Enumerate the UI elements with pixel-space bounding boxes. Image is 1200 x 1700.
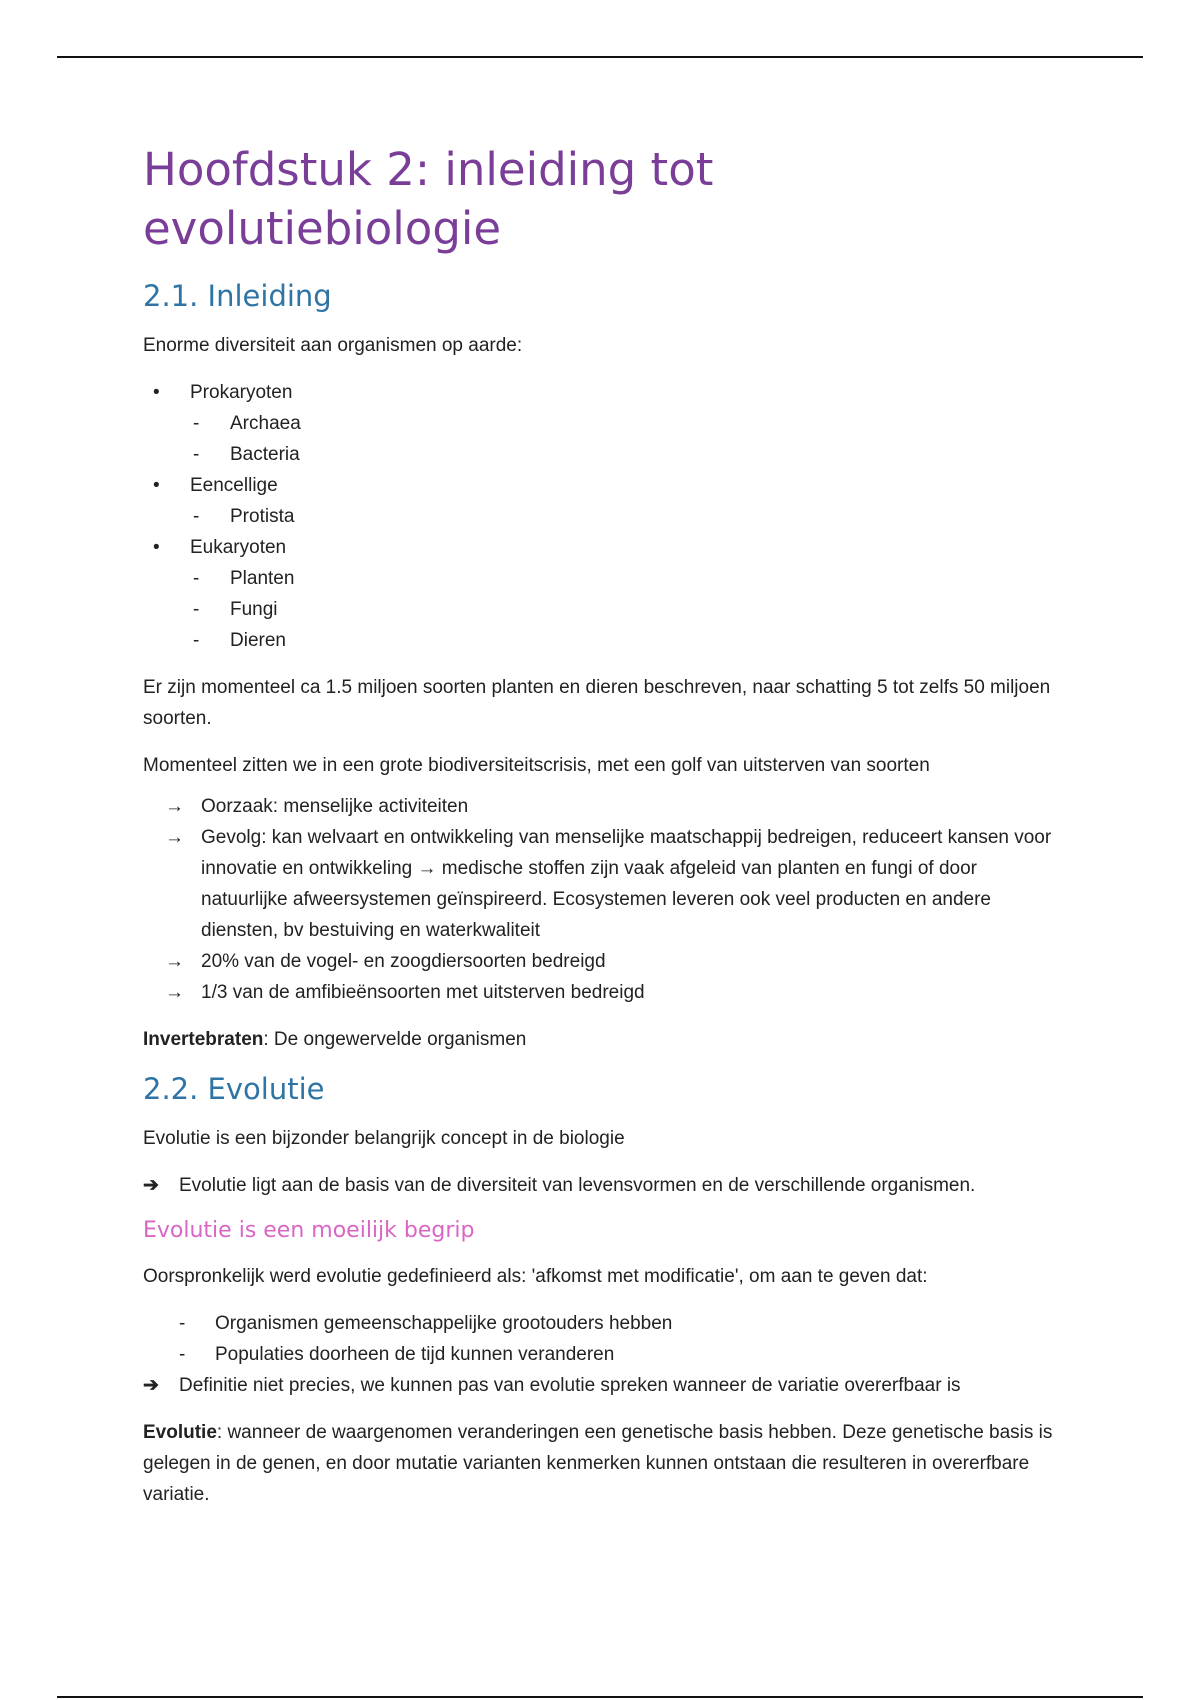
dash-list-item	[143, 1339, 1063, 1370]
sub-list-item-label: Bacteria	[230, 444, 300, 465]
dash-icon: -	[193, 444, 200, 465]
arrow-list-item-text: Oorzaak: menselijke activiteiten	[201, 796, 469, 817]
sub-list-item	[143, 625, 1063, 656]
crisis-paragraph: Momenteel zitten we in een grote biodiversiteitscrisis, met een golf van uitsterven van soorten	[143, 755, 930, 776]
organism-list	[143, 377, 1063, 656]
definition-evolutie	[143, 1417, 1063, 1510]
list-item-label: Eukaryoten	[190, 537, 287, 558]
dash-icon: -	[179, 1313, 186, 1334]
dash-list-item-text: Organismen gemeenschappelijke grootouders hebben	[215, 1313, 673, 1334]
definition-invertebraten	[143, 1024, 1063, 1055]
list-item	[143, 501, 1063, 532]
sub-list-item	[143, 594, 1063, 625]
sub-list-item-label: Dieren	[230, 630, 286, 651]
page-title: Hoofdstuk 2: inleiding tot evolutiebiologie	[143, 143, 714, 255]
sub-list-item	[143, 563, 1063, 594]
arrow-paragraph-text: Evolutie ligt aan de basis van de diversiteit van levensvormen en de verschillende organismen.	[179, 1175, 976, 1196]
sub-list	[143, 408, 1063, 470]
arrow-right-icon: →	[165, 951, 184, 972]
list-item	[143, 408, 1063, 470]
sub-list-item-label: Archaea	[230, 413, 301, 434]
bullet-icon: •	[153, 537, 160, 558]
list-item	[143, 377, 1063, 408]
evolution-arrow-paragraph	[143, 1170, 1063, 1201]
list-item	[143, 470, 1063, 501]
crisis-arrow-list	[143, 791, 1063, 1008]
definition-text: : De ongewervelde organismen	[263, 1029, 527, 1050]
arrow-right-icon: →	[165, 796, 184, 817]
sub-list-item-label: Fungi	[230, 599, 278, 620]
document-body	[143, 140, 1063, 1526]
evolution-intro: Evolutie is een bijzonder belangrijk concept in de biologie	[143, 1128, 625, 1149]
intro-paragraph: Enorme diversiteit aan organismen op aarde:	[143, 335, 523, 356]
list-item-label: Eencellige	[190, 475, 278, 496]
dash-icon: -	[193, 568, 200, 589]
arrow-list-item	[143, 791, 1063, 822]
sub-list-item	[143, 439, 1063, 470]
definition-dash-list	[143, 1308, 1063, 1370]
arrow-list-item	[143, 946, 1063, 977]
sub-list	[143, 501, 1063, 532]
arrow-list-item-text: 20% van de vogel- en zoogdiersoorten bedreigd	[201, 951, 606, 972]
dash-icon: -	[193, 413, 200, 434]
dash-list-item	[143, 1308, 1063, 1339]
bold-arrow-icon: ➔	[143, 1175, 159, 1196]
arrow-right-icon: →	[165, 827, 184, 848]
arrow-list-item	[143, 977, 1063, 1008]
definition-arrow-paragraph	[143, 1370, 1063, 1401]
definition-text: : wanneer de waargenomen veranderingen een genetische basis hebben. Deze genetische basis is gelegen in de genen, en door mutatie varianten kenmerken kunnen ontstaan die resulteren in overerfbare variatie.	[143, 1422, 1053, 1505]
bullet-icon: •	[153, 475, 160, 496]
list-item	[143, 563, 1063, 656]
list-item	[143, 532, 1063, 563]
species-paragraph: Er zijn momenteel ca 1.5 miljoen soorten planten en dieren beschreven, naar schatting 5 tot zelfs 50 miljoen soorten.	[143, 677, 1051, 729]
sub-list-item-label: Protista	[230, 506, 295, 527]
sub-list-item	[143, 501, 1063, 532]
subheading-moeilijk-begrip: Evolutie is een moeilijk begrip	[143, 1218, 475, 1243]
dash-icon: -	[193, 599, 200, 620]
definition-term: Evolutie	[143, 1422, 217, 1443]
list-item-label: Prokaryoten	[190, 382, 293, 403]
original-definition: Oorspronkelijk werd evolutie gedefinieerd als: 'afkomst met modificatie', om aan te geven dat:	[143, 1266, 928, 1287]
dash-icon: -	[193, 506, 200, 527]
sub-list-item	[143, 408, 1063, 439]
section-heading-evolutie: 2.2. Evolutie	[143, 1072, 325, 1106]
section-heading-inleiding: 2.1. Inleiding	[143, 279, 332, 313]
definition-term: Invertebraten	[143, 1029, 264, 1050]
dash-list-item-text: Populaties doorheen de tijd kunnen veranderen	[215, 1344, 615, 1365]
arrow-list-item-text: 1/3 van de amfibieënsoorten met uitsterven bedreigd	[201, 982, 645, 1003]
dash-icon: -	[179, 1344, 186, 1365]
top-rule	[57, 56, 1143, 58]
bottom-rule	[57, 1696, 1143, 1698]
sub-list-item-label: Planten	[230, 568, 295, 589]
dash-icon: -	[193, 630, 200, 651]
arrow-list-item-text: Gevolg: kan welvaart en ontwikkeling van menselijke maatschappij bedreigen, reduceert kansen voor innovatie en ontwikkeling → medische stoffen zijn vaak afgeleid van planten en fungi of door natuurlijke afweersystemen geïnspireerd. Ecosystemen leveren ook veel producten en andere diensten, bv bestuiving en waterkwaliteit	[201, 827, 1052, 941]
arrow-paragraph-text: Definitie niet precies, we kunnen pas van evolutie spreken wanneer de variatie overerfbaar is	[179, 1375, 961, 1396]
bold-arrow-icon: ➔	[143, 1375, 159, 1396]
arrow-list-item	[143, 822, 1063, 946]
bullet-icon: •	[153, 382, 160, 403]
sub-list	[143, 563, 1063, 656]
arrow-right-icon: →	[165, 982, 184, 1003]
